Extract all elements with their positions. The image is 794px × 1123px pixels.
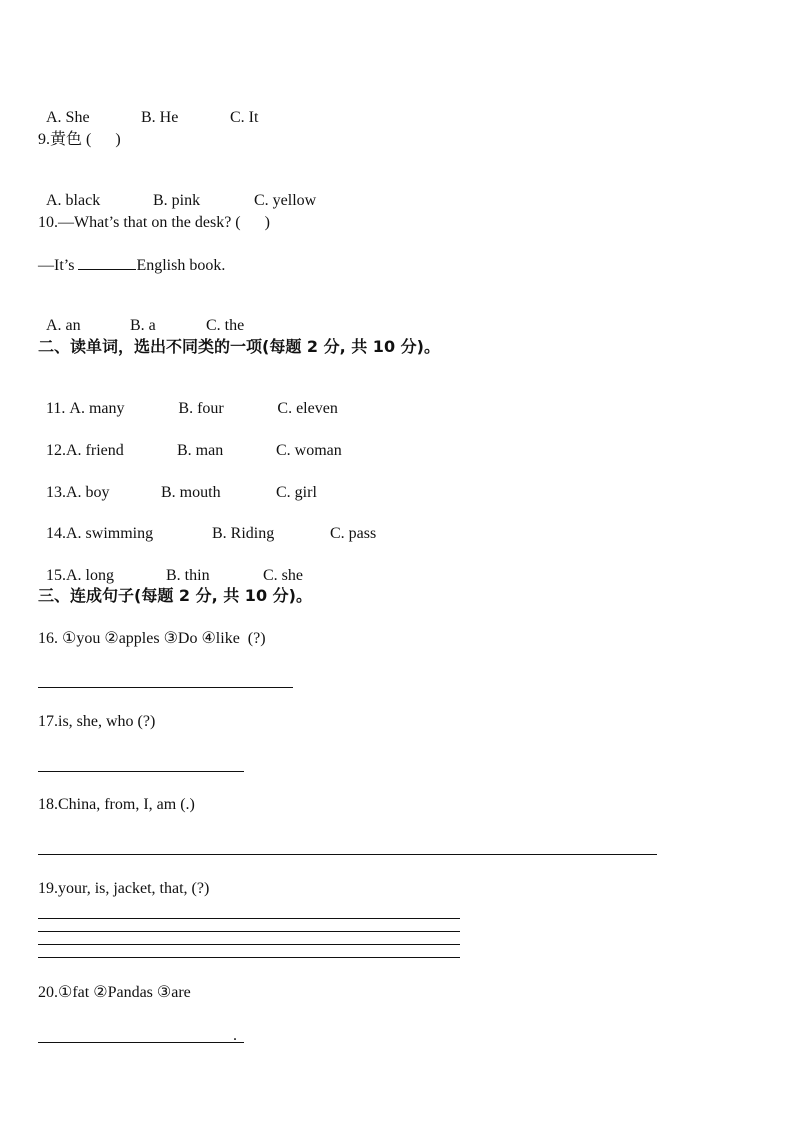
- q10-options: [38, 296, 244, 336]
- q15-option-a: A. long: [66, 567, 114, 584]
- q11-row: [38, 379, 338, 419]
- q10-option-b: B. a: [130, 317, 156, 334]
- q15-row: [38, 546, 303, 586]
- q10-stem: 10.—What’s that on the desk? ( ): [38, 214, 270, 231]
- q20-end-period: .: [233, 1027, 237, 1044]
- q8-option-c: C. It: [230, 109, 259, 126]
- q12-option-a: A. friend: [66, 442, 124, 459]
- q20-stem: 20.①fat ②Pandas ③are: [38, 984, 191, 1001]
- q12-number: 12.: [46, 442, 66, 459]
- q18-answer-line[interactable]: [38, 854, 657, 855]
- q10-reply-before: —It’s: [38, 257, 79, 274]
- q19-answer-line-1[interactable]: [38, 918, 460, 919]
- q18-stem: 18.China, from, I, am (.): [38, 796, 195, 813]
- q14-option-c: C. pass: [330, 525, 377, 542]
- q10-option-a: A. an: [46, 317, 81, 334]
- q15-option-c: C. she: [263, 567, 303, 584]
- q9-options: [38, 171, 316, 211]
- q12-option-b: B. man: [177, 442, 224, 459]
- q8-options: [38, 88, 258, 128]
- q13-option-b: B. mouth: [161, 484, 221, 501]
- q11-option-c: C. eleven: [277, 400, 338, 417]
- q20-answer-line[interactable]: [38, 1042, 244, 1043]
- q17-stem: 17.is, she, who (?): [38, 713, 156, 730]
- q12-row: [38, 421, 342, 461]
- q9-option-c: C. yellow: [254, 192, 317, 209]
- q9-option-a: A. black: [46, 192, 101, 209]
- q16-answer-line[interactable]: [38, 687, 293, 688]
- q14-row: [38, 504, 376, 544]
- q10-reply: [38, 255, 225, 276]
- section-2-heading: 二、读单词，选出不同类的一项(每题 2 分, 共 10 分)。: [38, 337, 440, 356]
- q16-stem: 16. ①you ②apples ③Do ④like (?): [38, 630, 266, 647]
- q11-option-b: B. four: [178, 400, 224, 417]
- q13-option-c: C. girl: [276, 484, 317, 501]
- q14-option-b: B. Riding: [212, 525, 275, 542]
- q13-number: 13.: [46, 484, 66, 501]
- q13-row: [38, 463, 317, 503]
- q19-answer-line-3[interactable]: [38, 944, 460, 945]
- q19-answer-line-4[interactable]: [38, 957, 460, 958]
- q19-answer-line-2[interactable]: [38, 931, 460, 932]
- section-3-heading: 三、连成句子(每题 2 分, 共 10 分)。: [38, 586, 312, 605]
- q9-option-b: B. pink: [153, 192, 201, 209]
- q14-option-a: A. swimming: [66, 525, 154, 542]
- q14-number: 14.: [46, 525, 66, 542]
- q13-option-a: A. boy: [66, 484, 110, 501]
- q10-option-c: C. the: [206, 317, 245, 334]
- q11-option-a: A. many: [69, 400, 125, 417]
- q19-stem: 19.your, is, jacket, that, (?): [38, 880, 210, 897]
- q10-reply-after: English book.: [136, 257, 226, 274]
- q15-option-b: B. thin: [166, 567, 210, 584]
- q8-option-a: A. She: [46, 109, 90, 126]
- q9-stem: 9.黄色 ( ): [38, 131, 121, 148]
- q10-answer-blank[interactable]: [78, 255, 136, 270]
- q11-number: 11.: [46, 400, 70, 417]
- q8-option-b: B. He: [141, 109, 179, 126]
- q12-option-c: C. woman: [276, 442, 342, 459]
- q15-number: 15.: [46, 567, 66, 584]
- q17-answer-line[interactable]: [38, 771, 244, 772]
